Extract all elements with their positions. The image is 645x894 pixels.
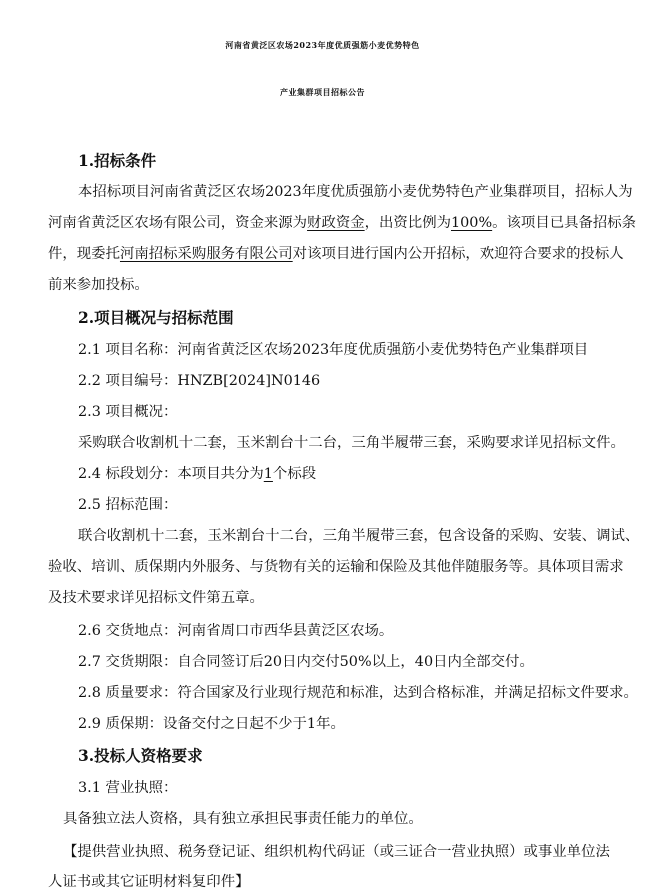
lot-count: 1 xyxy=(263,466,273,482)
text-run: 对该项目进行国内公开招标，欢迎符合要求的投标人 xyxy=(292,246,624,262)
section-1-heading: 1.招标条件 xyxy=(78,151,157,170)
section-2-heading: 2.项目概况与招标范围 xyxy=(78,308,234,327)
text-run: ，出资比例为 xyxy=(364,215,451,231)
text-run: 件，现委托 xyxy=(48,246,120,262)
item-2-2: 2.2 项目编号：HNZB[2024]N0146 xyxy=(78,373,321,389)
title-line-1: 河南省黄泛区农场2023年度优质强筋小麦优势特色 xyxy=(225,40,420,50)
item-3-1-note-line-2: 人证书或其它证明材料复印件】 xyxy=(48,874,250,890)
item-2-5-line-3: 及技术要求详见招标文件第五章。 xyxy=(48,590,264,606)
item-3-1-note-line-1: 【提供营业执照、税务登记证、组织机构代码证（或三证合一营业执照）或事业单位法 xyxy=(63,844,610,860)
item-2-3: 2.3 项目概况： xyxy=(78,404,178,420)
item-2-8: 2.8 质量要求：符合国家及行业现行规范和标准，达到合格标准，并满足招标文件要求。 xyxy=(78,685,638,701)
item-2-7: 2.7 交货期限：自合同签订后20日内交付50%以上，40日内全部交付。 xyxy=(78,654,534,670)
paragraph-line: 前来参加投标。 xyxy=(48,277,149,293)
title-line-2: 产业集群项目招标公告 xyxy=(280,87,365,97)
funding-source: 财政资金 xyxy=(307,215,365,231)
item-2-9: 2.9 质保期：设备交付之日起不少于1年。 xyxy=(78,716,345,732)
item-2-5-line-2: 验收、培训、质保期内外服务、与货物有关的运输和保险及其他伴随服务等。具体项目需求 xyxy=(48,559,624,575)
item-2-5: 2.5 招标范围： xyxy=(78,497,178,513)
item-2-5-line-1: 联合收割机十二套，玉米割台十二台，三角半履带三套，包含设备的采购、安装、调试、 xyxy=(78,528,640,544)
item-2-3-text: 采购联合收割机十二套，玉米割台十二台，三角半履带三套，采购要求详见招标文件。 xyxy=(78,435,625,451)
paragraph-line xyxy=(48,213,636,233)
text-run: 。该项目已具备招标条 xyxy=(492,215,637,231)
section-3-heading: 3.投标人资格要求 xyxy=(78,746,203,765)
agency-name: 河南招标采购服务有限公司 xyxy=(119,246,293,262)
paragraph-line: 本招标项目河南省黄泛区农场2023年度优质强筋小麦优势特色产业集群项目，招标人为 xyxy=(78,184,633,200)
paragraph-line xyxy=(48,244,624,264)
item-2-1: 2.1 项目名称：河南省黄泛区农场2023年度优质强筋小麦优势特色产业集群项目 xyxy=(78,342,589,358)
item-3-1-text: 具备独立法人资格，具有独立承担民事责任能力的单位。 xyxy=(63,811,423,827)
text-run: 河南省黄泛区农场有限公司，资金来源为 xyxy=(48,215,308,231)
text-run: 个标段 xyxy=(272,466,317,482)
text-run: 2.4 标段划分：本项目共分为 xyxy=(78,466,264,482)
item-3-1: 3.1 营业执照： xyxy=(78,780,178,796)
item-2-4 xyxy=(78,464,316,484)
item-2-6: 2.6 交货地点：河南省周口市西华县黄泛区农场。 xyxy=(78,623,394,639)
funding-ratio: 100% xyxy=(450,215,493,231)
